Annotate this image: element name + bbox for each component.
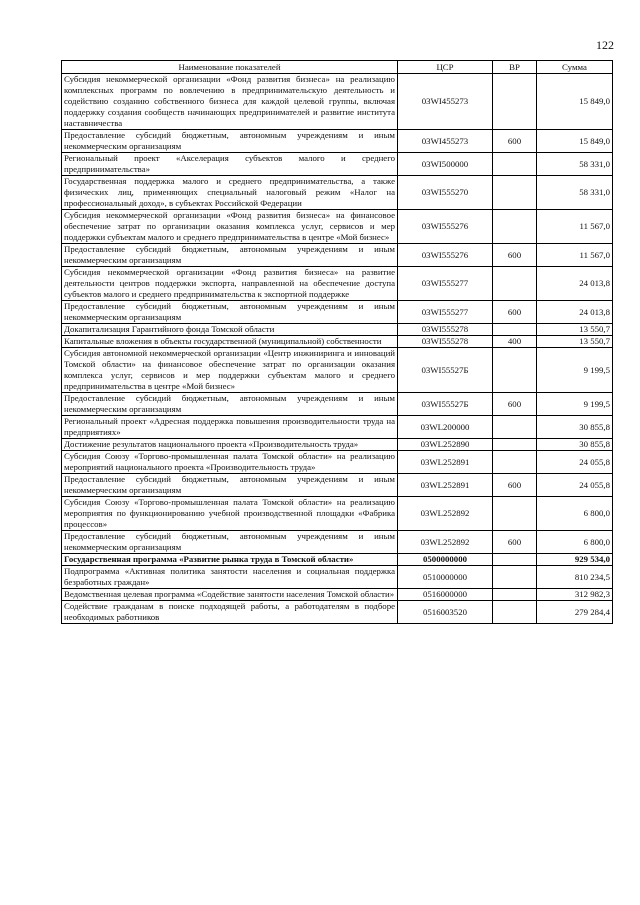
row-vr <box>493 324 537 336</box>
row-code: 03WI555276 <box>398 244 493 267</box>
row-sum: 279 284,4 <box>537 601 613 624</box>
row-sum: 30 855,8 <box>537 416 613 439</box>
row-vr: 600 <box>493 301 537 324</box>
row-sum: 58 331,0 <box>537 176 613 210</box>
row-code: 0500000000 <box>398 554 493 566</box>
table-row <box>62 531 613 554</box>
row-name: Субсидия Союзу «Торгово-промышленная палата Томской области» на реализацию мероприятий национального проекта «Производительность труда» <box>62 451 398 474</box>
table-body <box>62 74 613 624</box>
row-vr <box>493 153 537 176</box>
row-code: 03WI555278 <box>398 324 493 336</box>
page-number: 122 <box>596 38 614 52</box>
header-name: Наименование показателей <box>62 61 398 74</box>
row-vr <box>493 439 537 451</box>
row-vr <box>493 554 537 566</box>
row-code: 03WI55527Б <box>398 348 493 393</box>
row-code: 0510000000 <box>398 566 493 589</box>
table-row <box>62 416 613 439</box>
table-row <box>62 554 613 566</box>
table-row <box>62 566 613 589</box>
row-name: Предоставление субсидий бюджетным, автономным учреждениям и иным некоммерческим организациям <box>62 393 398 416</box>
row-sum: 13 550,7 <box>537 324 613 336</box>
row-vr <box>493 210 537 244</box>
row-code: 0516003520 <box>398 601 493 624</box>
table-row <box>62 153 613 176</box>
row-sum: 11 567,0 <box>537 244 613 267</box>
table-row <box>62 348 613 393</box>
table-row <box>62 474 613 497</box>
row-sum: 6 800,0 <box>537 497 613 531</box>
row-name: Подпрограмма «Активная политика занятости населения и социальная поддержка безработных граждан» <box>62 566 398 589</box>
row-code: 03WL200000 <box>398 416 493 439</box>
table-row <box>62 176 613 210</box>
row-code: 03WI555270 <box>398 176 493 210</box>
row-vr <box>493 451 537 474</box>
row-sum: 6 800,0 <box>537 531 613 554</box>
row-name: Предоставление субсидий бюджетным, автономным учреждениям и иным некоммерческим организациям <box>62 531 398 554</box>
row-name: Субсидия Союзу «Торгово-промышленная палата Томской области» на реализацию мероприятия по функционированию учебной производственной площадки «Фабрика процессов» <box>62 497 398 531</box>
row-code: 03WI455273 <box>398 130 493 153</box>
table-row <box>62 589 613 601</box>
header-vr: ВР <box>493 61 537 74</box>
row-vr <box>493 497 537 531</box>
row-code: 03WL252891 <box>398 474 493 497</box>
table-row <box>62 244 613 267</box>
row-code: 0516000000 <box>398 589 493 601</box>
row-name: Предоставление субсидий бюджетным, автономным учреждениям и иным некоммерческим организациям <box>62 244 398 267</box>
row-code: 03WI555277 <box>398 301 493 324</box>
row-vr: 600 <box>493 130 537 153</box>
row-code: 03WI500000 <box>398 153 493 176</box>
row-name: Предоставление субсидий бюджетным, автономным учреждениям и иным некоммерческим организациям <box>62 130 398 153</box>
row-vr <box>493 416 537 439</box>
table-row <box>62 497 613 531</box>
row-sum: 312 982,3 <box>537 589 613 601</box>
row-name: Содействие гражданам в поиске подходящей работы, а работодателям в подборе необходимых работников <box>62 601 398 624</box>
row-sum: 929 534,0 <box>537 554 613 566</box>
row-code: 03WI455273 <box>398 74 493 130</box>
row-sum: 24 013,8 <box>537 267 613 301</box>
row-sum: 9 199,5 <box>537 393 613 416</box>
table-row <box>62 267 613 301</box>
row-sum: 11 567,0 <box>537 210 613 244</box>
row-name: Капитальные вложения в объекты государственной (муниципальной) собственности <box>62 336 398 348</box>
table-row <box>62 74 613 130</box>
row-sum: 30 855,8 <box>537 439 613 451</box>
row-name: Субсидия автономной некоммерческой организации «Центр инжиниринга и инноваций Томской области» на финансовое обеспечение затрат по организации оказания комплекса услуг, сервисов и мер поддержки субъектам малого и среднего предпринимательства в центре «Мой бизнес» <box>62 348 398 393</box>
row-sum: 58 331,0 <box>537 153 613 176</box>
row-name: Достижение результатов национального проекта «Производительность труда» <box>62 439 398 451</box>
table-header-row <box>62 61 613 74</box>
table-row <box>62 601 613 624</box>
table-row <box>62 324 613 336</box>
row-code: 03WI555276 <box>398 210 493 244</box>
row-sum: 13 550,7 <box>537 336 613 348</box>
table-row <box>62 130 613 153</box>
row-name: Предоставление субсидий бюджетным, автономным учреждениям и иным некоммерческим организациям <box>62 301 398 324</box>
row-vr <box>493 601 537 624</box>
row-sum: 24 013,8 <box>537 301 613 324</box>
row-code: 03WL252891 <box>398 451 493 474</box>
row-sum: 15 849,0 <box>537 130 613 153</box>
table-row <box>62 393 613 416</box>
row-sum: 24 055,8 <box>537 474 613 497</box>
table-row <box>62 439 613 451</box>
row-sum: 24 055,8 <box>537 451 613 474</box>
row-name: Региональный проект «Акселерация субъектов малого и среднего предпринимательства» <box>62 153 398 176</box>
row-name: Государственная программа «Развитие рынка труда в Томской области» <box>62 554 398 566</box>
row-sum: 15 849,0 <box>537 74 613 130</box>
table-row <box>62 210 613 244</box>
row-vr <box>493 74 537 130</box>
row-name: Субсидия некоммерческой организации «Фонд развития бизнеса» на развитие деятельности центров поддержки экспорта, направленной на обеспечение доступа субъектов малого и среднего предпринимательства к экспортной поддержке <box>62 267 398 301</box>
row-code: 03WI555277 <box>398 267 493 301</box>
row-code: 03WL252890 <box>398 439 493 451</box>
row-name: Докапитализация Гарантийного фонда Томской области <box>62 324 398 336</box>
row-code: 03WI55527Б <box>398 393 493 416</box>
row-vr <box>493 566 537 589</box>
table-row <box>62 301 613 324</box>
row-name: Государственная поддержка малого и среднего предпринимательства, а также физических лиц, применяющих специальный налоговый режим «Налог на профессиональный доход», в субъектах Российской Федерации <box>62 176 398 210</box>
row-vr: 600 <box>493 393 537 416</box>
row-name: Субсидия некоммерческой организации «Фонд развития бизнеса» на финансовое обеспечение затрат по организации оказания комплекса услуг, сервисов и мер поддержки субъектам малого и среднего предпринимательства в центре «Мой бизнес» <box>62 210 398 244</box>
row-code: 03WL252892 <box>398 497 493 531</box>
header-sum: Сумма <box>537 61 613 74</box>
row-name: Предоставление субсидий бюджетным, автономным учреждениям и иным некоммерческим организациям <box>62 474 398 497</box>
row-vr <box>493 267 537 301</box>
row-sum: 810 234,5 <box>537 566 613 589</box>
row-name: Ведомственная целевая программа «Содействие занятости населения Томской области» <box>62 589 398 601</box>
row-vr <box>493 589 537 601</box>
row-name: Региональный проект «Адресная поддержка повышения производительности труда на предприятиях» <box>62 416 398 439</box>
row-name: Субсидия некоммерческой организации «Фонд развития бизнеса» на реализацию комплексных программ по вовлечению в предпринимательскую деятельность и содействию созданию собственного бизнеса для каждой целевой группы, включая поддержку создания сообществ начинающих предпринимателей и развитие института наставничества <box>62 74 398 130</box>
row-code: 03WI555278 <box>398 336 493 348</box>
row-vr: 400 <box>493 336 537 348</box>
row-vr: 600 <box>493 474 537 497</box>
row-vr: 600 <box>493 244 537 267</box>
budget-table <box>61 60 613 624</box>
row-code: 03WL252892 <box>398 531 493 554</box>
row-sum: 9 199,5 <box>537 348 613 393</box>
header-code: ЦСР <box>398 61 493 74</box>
row-vr: 600 <box>493 531 537 554</box>
table-row <box>62 336 613 348</box>
row-vr <box>493 176 537 210</box>
row-vr <box>493 348 537 393</box>
table-row <box>62 451 613 474</box>
